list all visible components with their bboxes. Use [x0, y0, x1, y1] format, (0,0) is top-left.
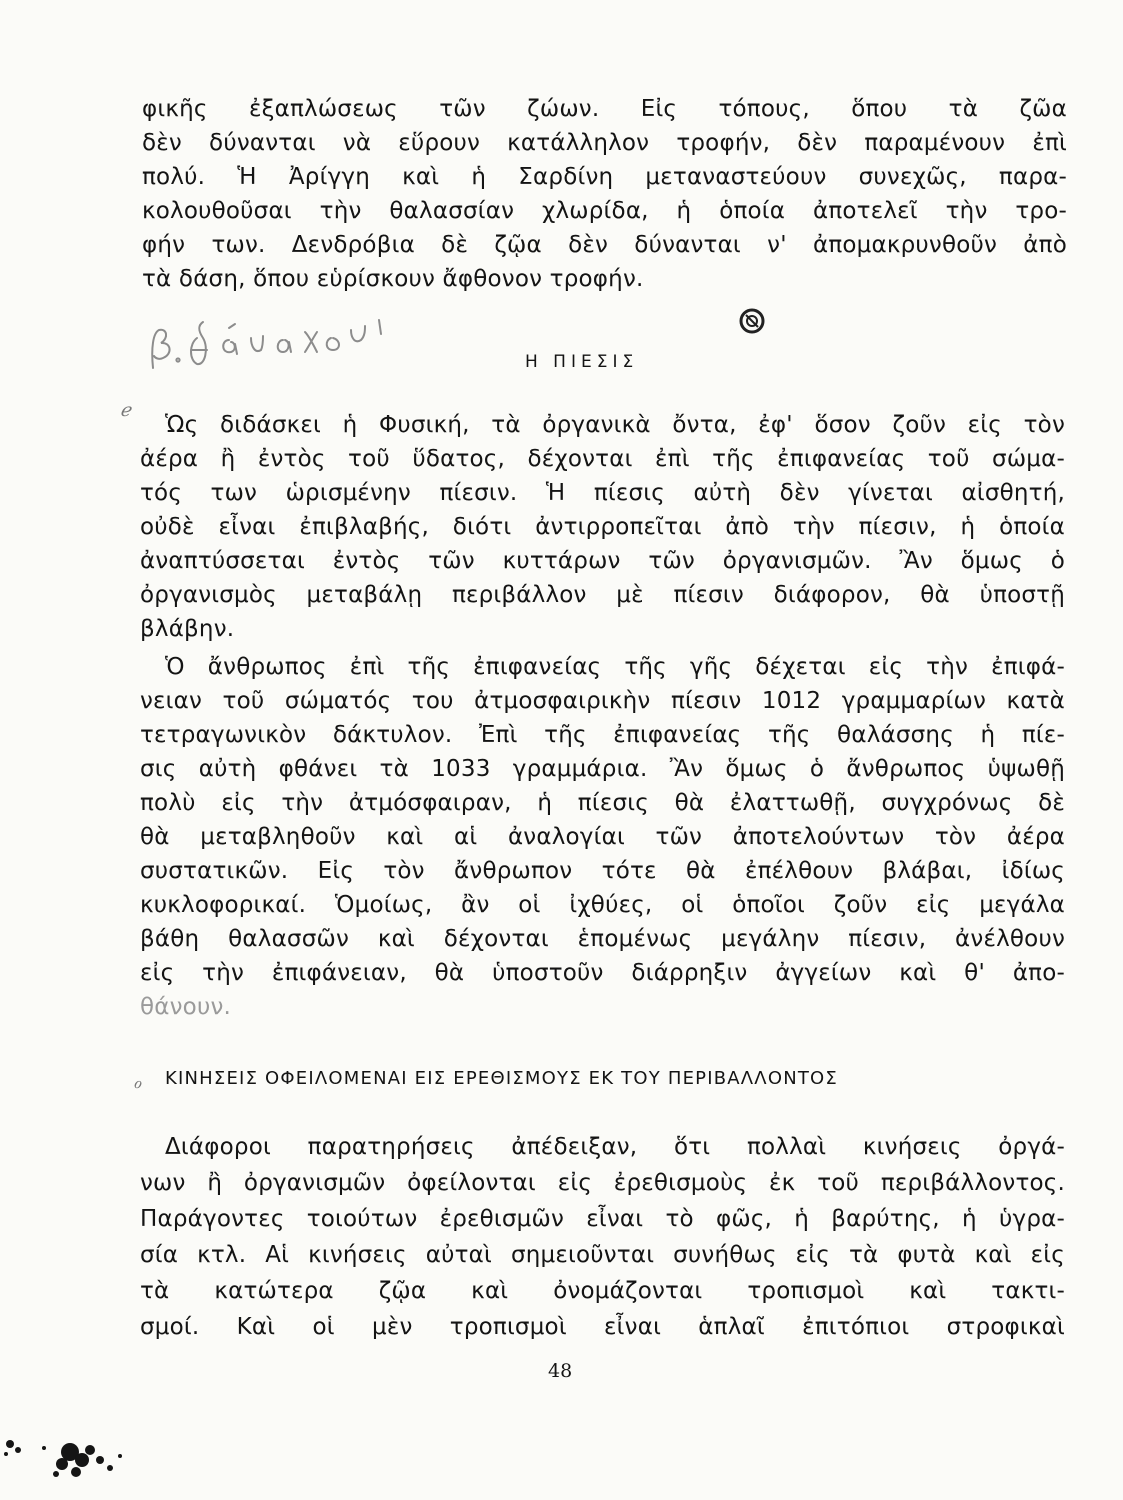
- text-line: ἀέρα ἢ ἐντὸς τοῦ ὕδατος, δέχονται ἐπὶ τῆς ἐπιφανείας τοῦ σώμα-: [140, 446, 1065, 472]
- text-line: τός των ὡρισμένην πίεσιν. Ἡ πίεσις αὐτὴ δὲν γίνεται αἰσθητή,: [140, 480, 1065, 506]
- handwritten-note: [145, 298, 465, 378]
- section-title-pressure: Η ΠΙΕΣΙΣ: [525, 352, 639, 372]
- text-line: ἀναπτύσσεται ἐντὸς τῶν κυττάρων τῶν ὀργανισμῶν. Ἂν ὅμως ὁ: [140, 548, 1065, 574]
- text-line: πολὺ εἰς τὴν ἀτμόσφαιραν, ἡ πίεσις θὰ ἐλαττωθῇ, συγχρόνως δὲ: [140, 790, 1065, 816]
- text-line: βάθη θαλασσῶν καὶ δέχονται ἑπομένως μεγάλην πίεσιν, ἀνέλθουν: [140, 926, 1065, 952]
- text-line: συστατικῶν. Εἰς τὸν ἄνθρωπον τότε θὰ ἐπέλθουν βλάβαι, ἰδίως: [140, 858, 1065, 884]
- text-line: φικῆς ἐξαπλώσεως τῶν ζώων. Εἰς τόπους, ὅπου τὰ ζῶα: [142, 96, 1067, 122]
- text-line: ὀργανισμὸς μεταβάλῃ περιβάλλον μὲ πίεσιν διάφορον, θὰ ὑποστῇ: [140, 582, 1065, 608]
- text-line: κολουθοῦσαι τὴν θαλασσίαν χλωρίδα, ἡ ὁποία ἀποτελεῖ τὴν τρο-: [142, 198, 1067, 224]
- text-line: σμοί. Καὶ οἱ μὲν τροπισμοὶ εἶναι ἁπλαῖ ἐπιτόπιοι στροφικαὶ: [140, 1314, 1065, 1340]
- ink-stamp: [736, 305, 768, 337]
- text-line: οὐδὲ εἶναι ἐπιβλαβής, διότι ἀντιρροπεῖται ἀπὸ τὴν πίεσιν, ἡ ὁποία: [140, 514, 1065, 540]
- text-line: δὲν δύνανται νὰ εὕρουν κατάλληλον τροφήν, δὲν παραμένουν ἐπὶ: [142, 130, 1067, 156]
- text-line: θὰ μεταβληθοῦν καὶ αἱ ἀναλογίαι τῶν ἀποτελούντων τὸν ἀέρα: [140, 824, 1065, 850]
- text-line: τὰ κατώτερα ζῷα καὶ ὀνομάζονται τροπισμοὶ καὶ τακτι-: [140, 1278, 1065, 1304]
- text-line: τετραγωνικὸν δάκτυλον. Ἐπὶ τῆς ἐπιφανείας τῆς θαλάσσης ἡ πίε-: [140, 722, 1065, 748]
- text-line: εἰς τὴν ἐπιφάνειαν, θὰ ὑποστοῦν διάρρηξιν ἀγγείων καὶ θ' ἀπο-: [140, 960, 1065, 986]
- section-title-movements: ΚΙΝΗΣΕΙΣ ΟΦΕΙΛΟΜΕΝΑΙ ΕΙΣ ΕΡΕΘΙΣΜΟΥΣ ΕΚ ΤΟΥ ΠΕΡΙΒΑΛΛΟΝΤΟΣ: [165, 1068, 838, 1089]
- pencil-mark-icon: ℯ: [120, 400, 131, 421]
- pencil-mark-icon: ℴ: [133, 1072, 142, 1093]
- text-line: νων ἢ ὀργανισμῶν ὀφείλονται εἰς ἐρεθισμοὺς ἐκ τοῦ περιβάλλοντος.: [140, 1170, 1065, 1196]
- text-line: Ὁ ἄνθρωπος ἐπὶ τῆς ἐπιφανείας τῆς γῆς δέχεται εἰς τὴν ἐπιφά-: [165, 654, 1065, 680]
- text-line: βλάβην.: [140, 616, 235, 642]
- text-line: σις αὐτὴ φθάνει τὰ 1033 γραμμάρια. Ἂν ὅμως ὁ ἄνθρωπος ὑψωθῇ: [140, 756, 1065, 782]
- text-line: Ὡς διδάσκει ἡ Φυσική, τὰ ὀργανικὰ ὄντα, ἐφ' ὅσον ζοῦν εἰς τὸν: [165, 412, 1065, 438]
- text-line: κυκλοφορικαί. Ὁμοίως, ἂν οἱ ἰχθύες, οἱ ὁποῖοι ζοῦν εἰς μεγάλα: [140, 892, 1065, 918]
- text-line: τὰ δάση, ὅπου εὑρίσκουν ἄφθονον τροφήν.: [142, 266, 644, 292]
- text-line: Παράγοντες τοιούτων ἐρεθισμῶν εἶναι τὸ φῶς, ἡ βαρύτης, ἡ ὑγρα-: [140, 1206, 1065, 1232]
- text-line: πολύ. Ἡ Ἀρίγγη καὶ ἡ Σαρδίνη μεταναστεύουν συνεχῶς, παρα-: [142, 164, 1067, 190]
- ink-smudge: [0, 1430, 140, 1490]
- text-line: φήν των. Δενδρόβια δὲ ζῷα δὲν δύνανται ν' ἀπομακρυνθοῦν ἀπὸ: [142, 232, 1067, 258]
- text-line: θάνουν.: [140, 994, 232, 1020]
- text-line: νειαν τοῦ σώματός του ἀτμοσφαιρικὴν πίεσιν 1012 γραμμαρίων κατὰ: [140, 688, 1065, 714]
- page-number: 48: [548, 1360, 573, 1382]
- text-line: σία κτλ. Αἱ κινήσεις αὐταὶ σημειοῦνται συνήθως εἰς τὰ φυτὰ καὶ εἰς: [140, 1242, 1065, 1268]
- text-line: Διάφοροι παρατηρήσεις ἀπέδειξαν, ὅτι πολλαὶ κινήσεις ὀργά-: [165, 1134, 1065, 1160]
